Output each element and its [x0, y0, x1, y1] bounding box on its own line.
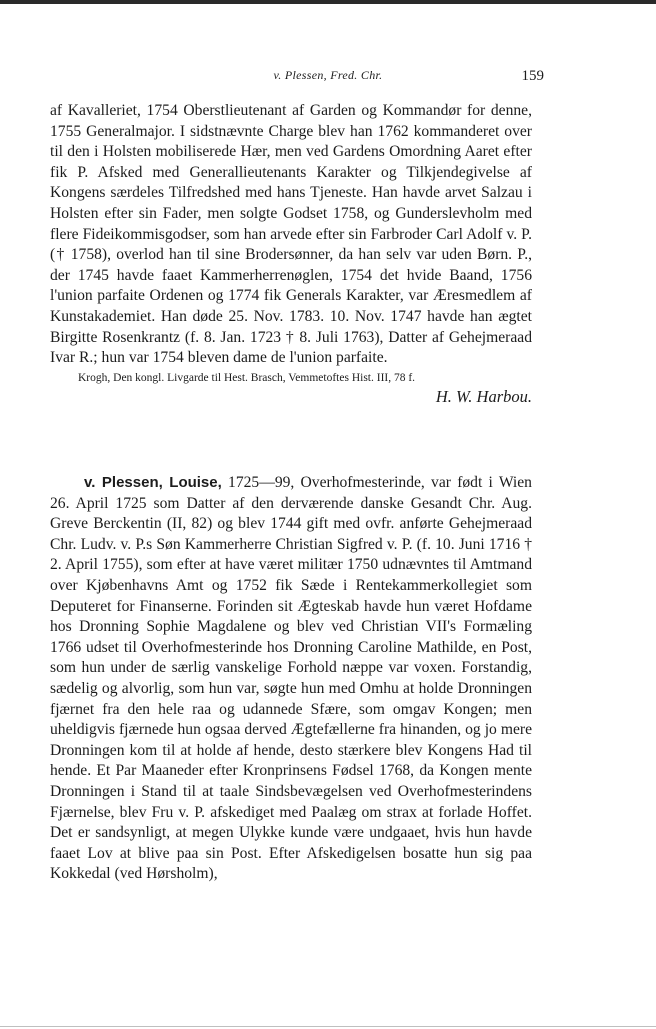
entry-sources: Krogh, Den kongl. Livgarde til Hest. Brasch, Vemmetoftes Hist. III, 78 f.	[78, 371, 416, 384]
entry-author: H. W. Harbou.	[435, 386, 532, 406]
top-rule	[0, 0, 656, 4]
entry-continued	[50, 101, 532, 408]
running-title: v. Plessen, Fred. Chr.	[273, 68, 383, 82]
running-head	[0, 68, 656, 88]
bottom-rule	[0, 1026, 656, 1027]
entry-headword: v. Plessen, Louise,	[84, 474, 222, 491]
page-number: 159	[521, 68, 544, 84]
entry-continued-body: af Kavalleriet, 1754 Oberstlieutenant af Garden og Kommandør for denne, 1755 Generalmajor. I sidstnævnte Charge blev han 1762 kommanderet over til den i Holsten mobiliserede Hær, men ved Gardens Omordning Aaret efter fik P. Afsked med Generallieutenants Karakter og Tilkjendegivelse af Kongens særdeles Tilfredshed med hans Tjeneste. Han havde arvet Salzau i Holsten efter sin Fader, men solgte Godset 1758, og Gunderslevholm med flere Fideikommisgodser, som han arvede efter sin Farbroder Carl Adolf v. P. († 1758), overlod han til sine Brodersønner, da han selv var uden Børn. P., der 1745 havde faaet Kammerherrenøglen, 1754 det hvide Baand, 1756 l'union parfaite Ordenen og 1774 fik Generals Karakter, var Æresmedlem af Kunstakademiet. Han døde 25. Nov. 1783. 10. Nov. 1747 havde han ægtet Birgitte Rosenkrantz (f. 8. Jan. 1723 † 8. Juli 1763), Datter af Gehejmeraad Ivar R.; hun var 1754 bleven dame de l'union parfaite.	[50, 102, 532, 367]
entry-louise-body	[50, 473, 532, 885]
entry-louise	[50, 473, 532, 885]
entry-louise-text: 1725—99, Overhofmesterinde, var født i Wien 26. April 1725 som Datter af den derværende danske Gesandt Chr. Aug. Greve Berckentin (II, 82) og blev 1744 gift med ovfr. anførte Gehejmeraad Chr. Ludv. v. P.s Søn Kammerherre Christian Sigfred v. P. (f. 10. Juni 1716 † 2. April 1755), som efter at have været militær 1750 udnævntes til Amtmand over Kjøbenhavns Amt og 1752 fik Sæde i Rentekammerkollegiet som Deputeret for Finanserne. Forinden sit Ægteskab havde hun været Hofdame hos Dronning Sophie Magdalene og blev ved Christian VII's Formæling 1766 udset til Overhofmesterinde hos Dronning Caroline Mathilde, en Post, som hun under de særlig vanskelige Forhold næppe var voxen. Forstandig, sædelig og alvorlig, som hun var, søgte hun med Omhu at holde Dronningen fjærnet fra den hele raa og udannede Sfære, som omgav Kongen; men uheldigvis fjærnede hun ogsaa derved Ægtefællerne fra hinanden, og jo mere Dronningen kom til at holde af hende, desto stærkere blev Kongens Had til hende. Et Par Maaneder efter Kronprinsens Fødsel 1768, da Kongen mente Dronningen i Stand til at taale Sindsbevægelsen ved Overhofmesterindens Fjærnelse, blev Fru v. P. afskediget med Paalæg om strax at forlade Hoffet. Det er sandsynligt, at megen Ulykke kunde være undgaaet, hvis hun havde faaet Lov at blive paa sin Post. Efter Afskedigelsen bosatte hun sig paa Kokkedal (ved Hørsholm),	[50, 474, 532, 883]
